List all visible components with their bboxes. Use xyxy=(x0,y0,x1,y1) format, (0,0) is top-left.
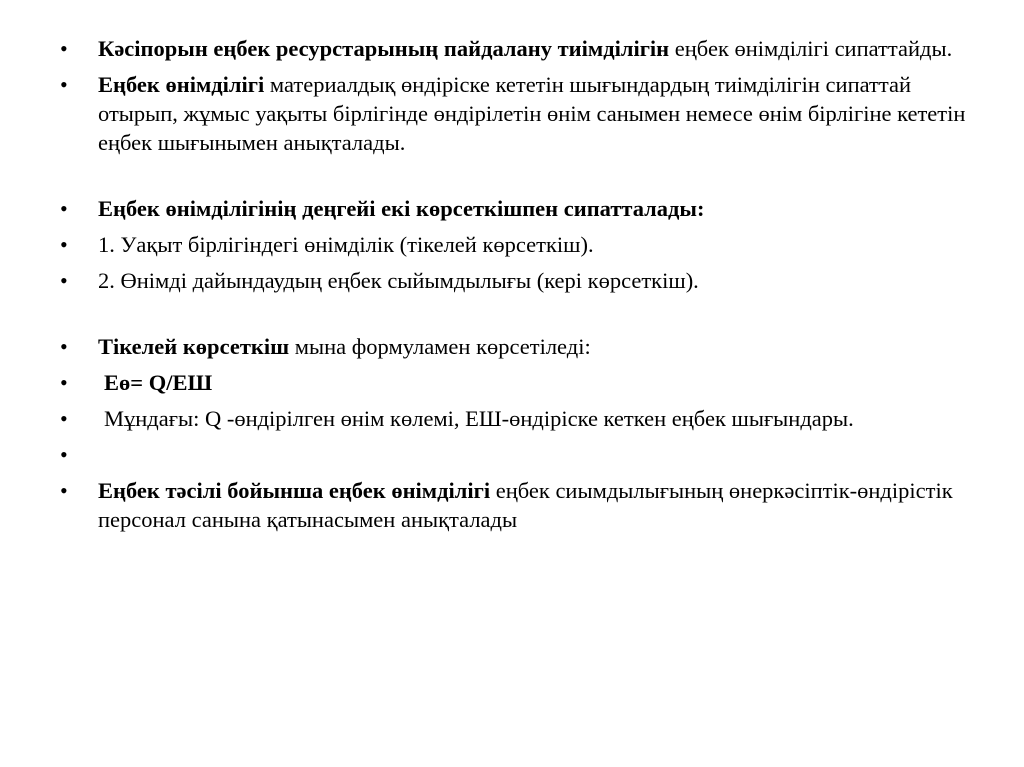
bullet-icon: • xyxy=(60,334,68,359)
bullet-icon: • xyxy=(60,268,68,293)
bullet-icon: • xyxy=(60,442,68,467)
list-item xyxy=(60,194,980,223)
bullet-icon: • xyxy=(60,36,68,61)
bullet-icon: • xyxy=(60,370,68,395)
bold-text: Еңбек тәсілі бойынша еңбек өнімділігі xyxy=(98,478,491,503)
bold-text: Кәсіпорын еңбек ресурстарының пайдалану тиімділігін xyxy=(98,36,670,61)
bullet-icon: • xyxy=(60,196,68,221)
body-text: 2. Өнімді дайындаудың еңбек сыйымдылығы (кері көрсеткіш). xyxy=(98,268,699,293)
list-item xyxy=(60,368,980,397)
body-text: 1. Уақыт бірлігіндегі өнімділік (тікелей көрсеткіш). xyxy=(98,232,594,257)
list-item xyxy=(60,332,980,361)
body-text: еңбек өнімділігі сипаттайды. xyxy=(669,36,953,61)
bullet-icon: • xyxy=(60,478,68,503)
list-item xyxy=(60,404,980,433)
bold-text: Тікелей көрсеткіш xyxy=(98,334,290,359)
body-text: мына формуламен көрсетіледі: xyxy=(289,334,591,359)
body-text: еңбек сиымдылығының өнеркәсіптік-өндірістік персонал санына қатынасымен анықталады xyxy=(98,478,953,532)
bullet-icon: • xyxy=(60,406,68,431)
body-text: Мұндағы: Q -өндірілген өнім көлемі, ЕШ-өндіріске кеткен еңбек шығындары. xyxy=(104,406,854,431)
bullet-icon: • xyxy=(60,72,68,97)
list-item xyxy=(60,266,980,295)
list-item xyxy=(60,440,980,469)
bullet-icon: • xyxy=(60,232,68,257)
bold-text: Еңбек өнімділігі xyxy=(98,72,265,97)
list-item xyxy=(60,476,980,534)
bullet-list xyxy=(60,34,980,534)
formula-text: Еө= Q/ЕШ xyxy=(104,370,213,395)
body-text: материалдық өндіріске кететін шығындардың тиімділігін сипаттай отырып, жұмыс уақыты бірлігінде өндірілетін өнім санымен немесе өнім бірлігіне кететін еңбек шығынымен анықталады. xyxy=(98,72,966,155)
list-item xyxy=(60,230,980,259)
list-item xyxy=(60,34,980,63)
bold-text: Еңбек өнімділігінің деңгейі екі көрсеткішпен сипатталады: xyxy=(98,196,705,221)
list-item xyxy=(60,70,980,157)
